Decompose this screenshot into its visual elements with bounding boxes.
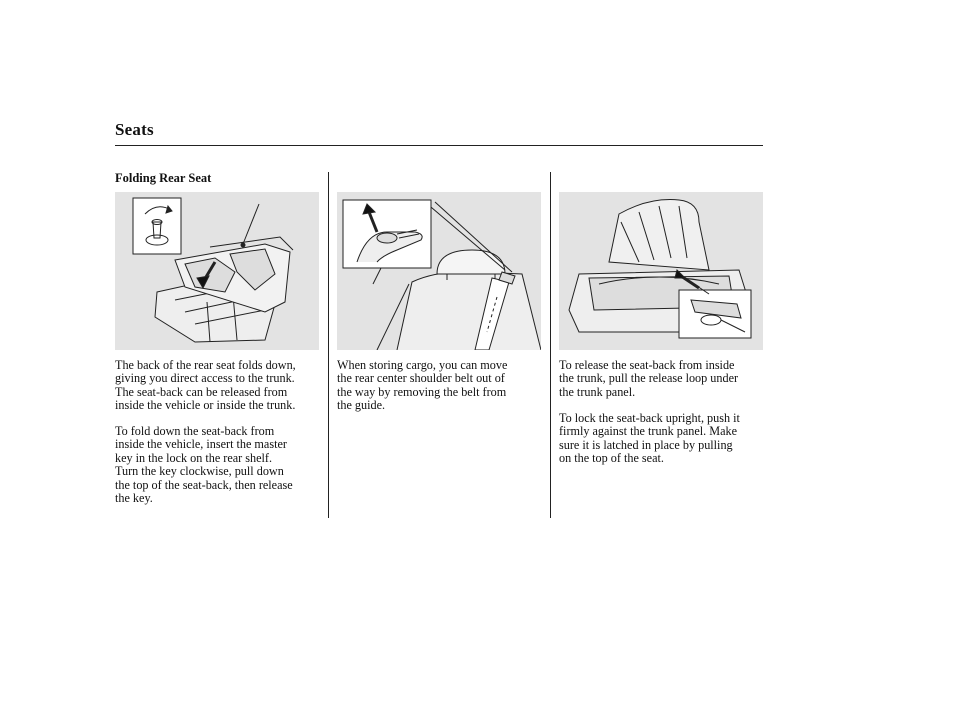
rear-seat-fold-illustration xyxy=(115,192,319,350)
figure-rear-seat-fold xyxy=(115,192,319,350)
section-heading: Folding Rear Seat xyxy=(115,171,212,185)
col3-paragraph-2: To lock the seat-back upright, push it firmly against the trunk panel. Make sure it is latched in place by pulling on the top of the seat. xyxy=(559,411,740,466)
page-title: Seats xyxy=(115,120,154,139)
figure-trunk-release xyxy=(559,192,763,350)
shoulder-belt-illustration xyxy=(337,192,541,350)
col1-paragraph-1: The back of the rear seat folds down, giving you direct access to the trunk. The seat-back can be released from inside the vehicle or inside the trunk. xyxy=(115,358,296,413)
title-divider xyxy=(115,145,763,146)
column-divider-2 xyxy=(550,172,551,518)
col1-paragraph-2: To fold down the seat-back from inside the vehicle, insert the master key in the lock on the rear shelf. Turn the key clockwise, pull down the top of the seat-back, then release the key. xyxy=(115,424,293,506)
column-divider-1 xyxy=(328,172,329,518)
trunk-release-illustration xyxy=(559,192,763,350)
col2-paragraph-1: When storing cargo, you can move the rear center shoulder belt out of the way by removing the belt from the guide. xyxy=(337,358,508,413)
figure-shoulder-belt-guide xyxy=(337,192,541,350)
col3-paragraph-1: To release the seat-back from inside the trunk, pull the release loop under the trunk panel. xyxy=(559,358,739,399)
